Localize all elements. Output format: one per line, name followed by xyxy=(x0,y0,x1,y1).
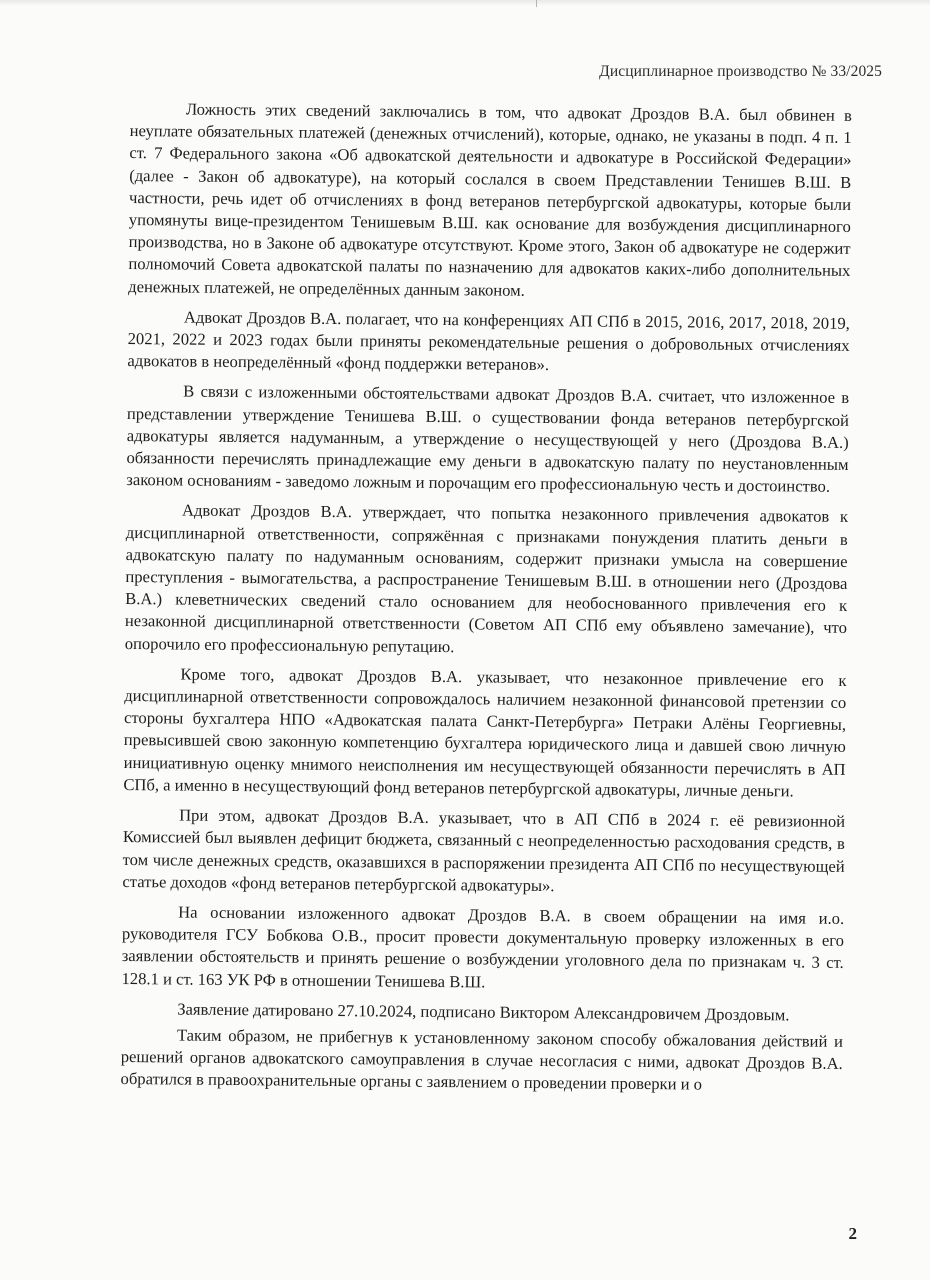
scan-mark xyxy=(536,0,537,7)
paragraph: Адвокат Дроздов В.А. утверждает, что попытка незаконного привлечения адвокатов к дисциплинарной ответственности, сопряжённая с признаками понуждения платить деньги в адвокатскую палату по надуманным основаниям, содержит признаки умысла на совершение преступления - вымогательства, а распространение Тенишевым В.Ш. в отношении него (Дроздова В.А.) клеветнических сведений стало основанием для необоснованного привлечения его к незаконной дисциплинарной ответственности (Советом АП СПб ему объявлено замечание), что опорочило его профессиональную репутацию. xyxy=(124,500,849,656)
document-body xyxy=(120,98,852,1105)
page-number: 2 xyxy=(848,1224,857,1243)
paragraph: В связи с изложенными обстоятельствами адвокат Дроздов В.А. считает, что изложенное в представлении утверждение Тенишева В.Ш. о существовании фонда ветеранов петербургской адвокатуры является надуманным, а утверждение о несуществующей у него (Дроздова В.А.) обязанности перечислять принадлежащие ему деньги в адвокатскую палату по неустановленным законом основаниям - заведомо ложным и порочащим его профессиональную честь и достоинство. xyxy=(126,381,850,496)
case-header: Дисциплинарное производство № 33/2025 xyxy=(599,63,882,80)
paragraph: Адвокат Дроздов В.А. полагает, что на конференциях АП СПб в 2015, 2016, 2017, 2018, 2019, 2021, 2022 и 2023 годах были приняты рекомендательные решения о добровольных отчислениях адвокатов в неопределённый «фонд поддержки ветеранов». xyxy=(127,307,850,375)
paragraph: На основании изложенного адвокат Дроздов В.А. в своем обращении на имя и.о. руководителя ГСУ Бобкова О.В., просит провести документальную проверку изложенных в его заявлении обстоятельств и принять решение о возбуждении уголовного дела по признакам ч. 3 ст. 128.1 и ст. 163 УК РФ в отношении Тенишева В.Ш. xyxy=(121,902,845,991)
paragraph: При этом, адвокат Дроздов В.А. указывает, что в АП СПб в 2024 г. её ревизионной Комиссией был выявлен дефицит бюджета, связанный с неопределенностью расходования средств, в том числе денежных средств, оказавшихся в распоряжении президента АП СПб по несуществующей статье доходов «фонд ветеранов петербургской адвокатуры». xyxy=(122,805,846,895)
paragraph: Заявление датировано 27.10.2024, подписано Виктором Александровичем Дроздовым. xyxy=(177,999,790,1025)
paragraph: Таким образом, не прибегнув к установленному законом способу обжалования действий и решений органов адвокатского самоуправления в случае несогласия с ними, адвокат Дроздов В.А. обратился в правоохранительные органы с заявлением о проведении проверки и о xyxy=(120,1025,844,1094)
paragraph: Ложность этих сведений заключались в том, что адвокат Дроздов В.А. был обвинен в неуплате обязательных платежей (денежных отчислений), которые, однако, не указаны в подп. 4 п. 1 ст. 7 Федерального закона «Об адвокатской деятельности и адвокатуре в Российской Федерации» (далее - Закон об адвокатуре), на который сослался в своем Представлении Тенишев В.Ш. В частности, речь идет об отчислениях в фонд ветеранов петербургской адвокатуры, которые были упомянуты вице-президентом Тенишевым В.Ш. как основание для возбуждения дисциплинарного производства, но в Законе об адвокатуре отсутствуют. Кроме этого, Закон об адвокатуре не содержит полномочий Совета адвокатской палаты по назначению для адвокатов каких-либо дополнительных денежных платежей, не определённых данным законом. xyxy=(128,99,852,300)
paragraph: Кроме того, адвокат Дроздов В.А. указывает, что незаконное привлечение его к дисциплинарной ответственности сопровождалось наличием незаконной финансовой претензии со стороны бухгалтера НПО «Адвокатская палата Санкт-Петербурга» Петраки Алёны Георгиевны, превысившей свою законную компетенцию бухгалтера юридического лица и давшей свою личную инициативную оценку мнимого неисполнения им несуществующей обязанности перечислять в АП СПб, а именно в несуществующий фонд ветеранов петербургской адвокатуры, личные деньги. xyxy=(123,664,847,801)
